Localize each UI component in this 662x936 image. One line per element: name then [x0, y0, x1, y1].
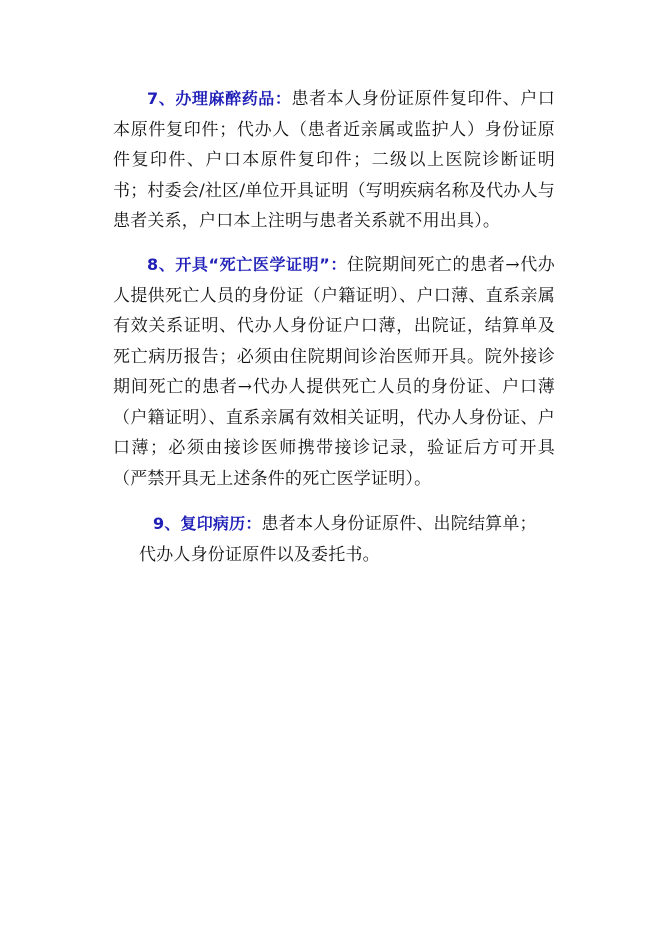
section-8-body: 住院期间死亡的患者→代办人提供死亡人员的身份证（户籍证明）、户口薄、直系亲属有效关系证明、代办人身份证户口薄，出院证，结算单及死亡病历报告；必须由住院期间诊治医师开具。院外接诊期间死亡的患者→代办人提供死亡人员的身份证、户口薄（户籍证明）、直系亲属有效相关证明，代办人身份证、户口薄；必须由接诊医师携带接诊记录，验证后方可开具（严禁开具无上述条件的死亡医学证明）。: [113, 255, 555, 489]
section-9-body-line-2: 代办人身份证原件以及委托书。: [139, 544, 380, 565]
section-8-paragraph: [113, 250, 555, 494]
section-9-paragraph: [113, 509, 555, 570]
section-8-heading: 8、开具“死亡医学证明”：: [147, 255, 347, 274]
section-9-body-line-1: 患者本人身份证原件、出院结算单；: [261, 514, 537, 534]
section-7-heading: 7、办理麻醉药品：: [147, 89, 292, 108]
section-7-paragraph: [113, 84, 555, 237]
section-9-heading: 9、复印病历：: [153, 514, 262, 533]
section-7-body: 患者本人身份证原件复印件、户口本原件复印件；代办人（患者近亲属或监护人）身份证原件复印件、户口本原件复印件；二级以上医院诊断证明书；村委会/社区/单位开具证明（写明疾病名称及代办人与患者关系，户口本上注明与患者关系就不用出具）。: [113, 89, 556, 231]
